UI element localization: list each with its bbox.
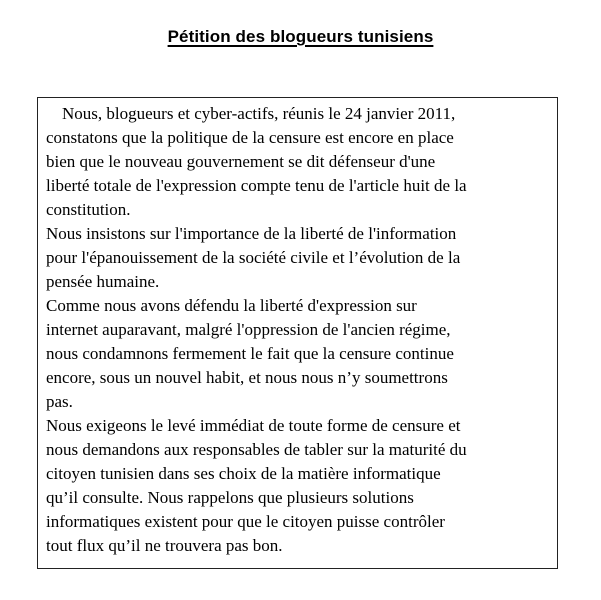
text-line: pas.: [46, 392, 73, 411]
document-title: [0, 27, 601, 47]
text-line: encore, sous un nouvel habit, et nous nous n’y soumettrons: [46, 368, 448, 387]
text-line: constitution.: [46, 200, 131, 219]
text-line: constatons que la politique de la censure est encore en place: [46, 128, 454, 147]
text-line: qu’il consulte. Nous rappelons que plusieurs solutions: [46, 488, 414, 507]
text-line: pour l'épanouissement de la société civile et l’évolution de la: [46, 248, 461, 267]
text-line: bien que le nouveau gouvernement se dit défenseur d'une: [46, 152, 436, 171]
text-line: liberté totale de l'expression compte tenu de l'article huit de la: [46, 176, 467, 195]
text-line: Nous exigeons le levé immédiat de toute forme de censure et: [46, 416, 461, 435]
text-line: pensée humaine.: [46, 272, 160, 291]
text-line: tout flux qu’il ne trouvera pas bon.: [46, 536, 283, 555]
text-line: Comme nous avons défendu la liberté d'expression sur: [46, 296, 417, 315]
text-line: informatiques existent pour que le citoyen puisse contrôler: [46, 512, 445, 531]
petition-text-box: [37, 97, 558, 569]
text-line: Nous, blogueurs et cyber-actifs, réunis le 24 janvier 2011,: [62, 104, 456, 123]
text-line: Nous insistons sur l'importance de la liberté de l'information: [46, 224, 457, 243]
text-line: citoyen tunisien dans ses choix de la matière informatique: [46, 464, 441, 483]
text-line: internet auparavant, malgré l'oppression de l'ancien régime,: [46, 320, 451, 339]
document-title-text: Pétition des blogueurs tunisiens: [167, 27, 434, 46]
text-line: nous condamnons fermement le fait que la censure continue: [46, 344, 454, 363]
text-line: nous demandons aux responsables de tabler sur la maturité du: [46, 440, 467, 459]
